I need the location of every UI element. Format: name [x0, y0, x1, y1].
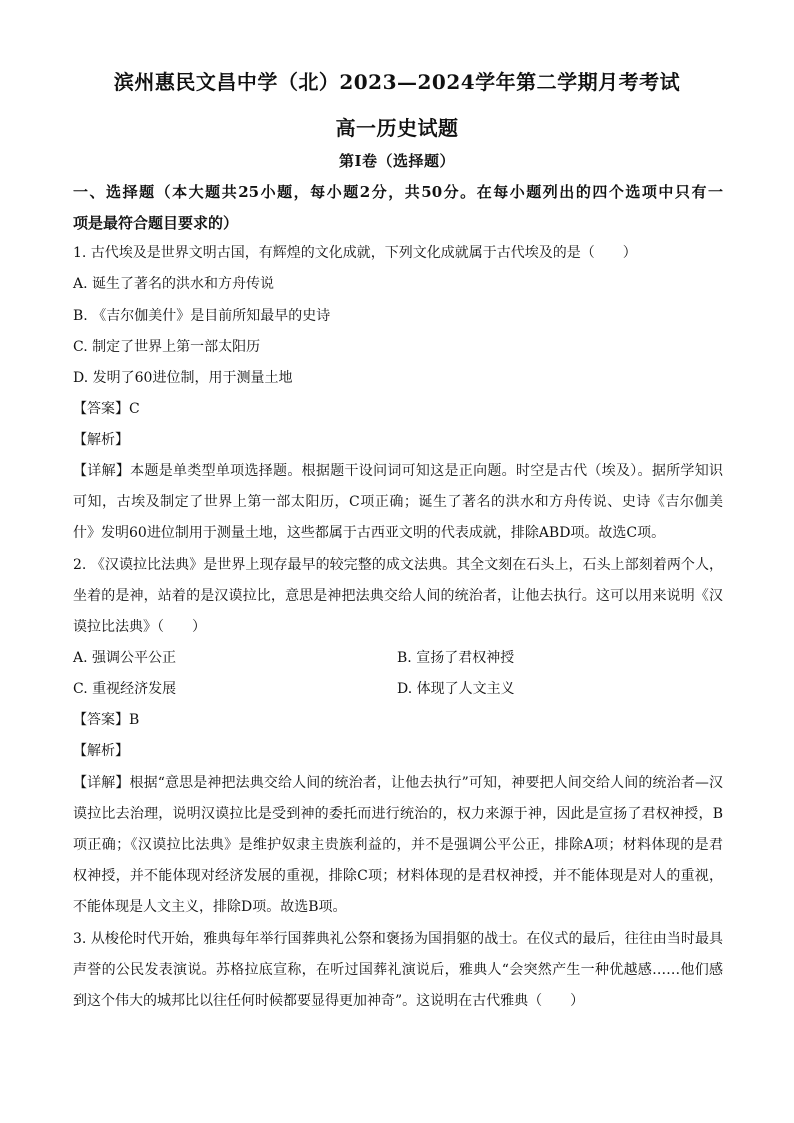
q2-option-c: C. 重视经济发展: [73, 681, 177, 697]
q2-detail-line-4: 权神授，并不能体现对经济发展的重视，排除C项；材料体现的是君权神授，并不能体现是对人的重视，: [73, 868, 723, 884]
q2-detail-line-2: 谟拉比去治理，说明汉谟拉比是受到神的委托而进行统治的，权力来源于神，因此是宣扬了君权神授，B: [73, 806, 723, 822]
q1-detail-line-3: 什》发明60进位制用于测量土地，这些都属于古西亚文明的代表成就，排除ABD项。故选C项。: [73, 525, 666, 541]
q1-option-d: D. 发明了60进位制，用于测量土地: [73, 370, 293, 386]
q1-option-a: A. 诞生了著名的洪水和方舟传说: [73, 276, 275, 292]
q1-answer: 【答案】C: [73, 401, 140, 417]
q3-stem-line-3: 到这个伟大的城邦比以往任何时候都要显得更加神奇”。这说明在古代雅典（ ）: [73, 993, 585, 1009]
q2-option-row-2: [73, 679, 723, 699]
q2-option-b: B. 宣扬了君权神授: [397, 650, 515, 666]
section-heading-line-2: 项是最符合题目要求的）: [73, 214, 239, 232]
q2-detail-line-1: 【详解】根据“意思是神把法典交给人间的统治者，让他去执行”可知，神要把人间交给人间的统治者—汉: [73, 775, 723, 791]
q3-stem-line-2: 声誉的公民发表演说。苏格拉底宣称，在听过国葬礼演说后，雅典人“会突然产生一种优越感……他们感: [73, 962, 723, 978]
q2-stem-line-3: 谟拉比法典》（ ）: [73, 619, 206, 635]
q3-stem-line-1: 3. 从梭伦时代开始，雅典每年举行国葬典礼公祭和褒扬为国捐躯的战士。在仪式的最后，往往由当时最具: [73, 931, 723, 947]
q2-stem-line-1: 2. 《汉谟拉比法典》是世界上现存最早的较完整的成文法典。其全文刻在石头上，石头上部刻着两个人，: [73, 557, 723, 573]
section-heading-line-1: 一、选择题（本大题共25小题，每小题2分，共50分。在每小题列出的四个选项中只有一: [73, 183, 723, 201]
q1-option-b: B. 《吉尔伽美什》是目前所知最早的史诗: [73, 308, 331, 324]
exam-subtitle: 高一历史试题: [335, 116, 459, 140]
q2-option-row-1: [73, 648, 723, 668]
q2-stem-line-2: 坐着的是神，站着的是汉谟拉比，意思是神把法典交给人间的统治者，让他去执行。这可以用来说明《汉: [73, 588, 723, 604]
q2-option-d: D. 体现了人文主义: [397, 681, 515, 697]
exam-title: 滨州惠民文昌中学（北）2023—2024学年第二学期月考考试: [113, 70, 681, 94]
q1-stem: 1. 古代埃及是世界文明古国，有辉煌的文化成就，下列文化成就属于古代埃及的是（ ）: [73, 245, 637, 261]
q2-option-a: A. 强调公平公正: [73, 650, 177, 666]
q2-detail-line-5: 不能体现是人文主义，排除D项。故选B项。: [73, 899, 347, 915]
q1-option-c: C. 制定了世界上第一部太阳历: [73, 339, 261, 355]
q1-detail-line-1: 【详解】本题是单类型单项选择题。根据题干设问词可知这是正向题。时空是古代（埃及）。据所学知识: [73, 463, 723, 479]
q1-analysis-label: 【解析】: [73, 432, 129, 448]
q2-detail-line-3: 项正确；《汉谟拉比法典》是维护奴隶主贵族利益的，并不是强调公平公正，排除A项；材料体现的是君: [73, 837, 723, 853]
q2-answer: 【答案】B: [73, 712, 140, 728]
q2-analysis-label: 【解析】: [73, 743, 129, 759]
q1-detail-line-2: 可知，古埃及制定了世界上第一部太阳历，C项正确；诞生了著名的洪水和方舟传说、史诗《吉尔伽美: [73, 494, 723, 510]
exam-part: 第Ⅰ卷（选择题）: [338, 152, 456, 170]
